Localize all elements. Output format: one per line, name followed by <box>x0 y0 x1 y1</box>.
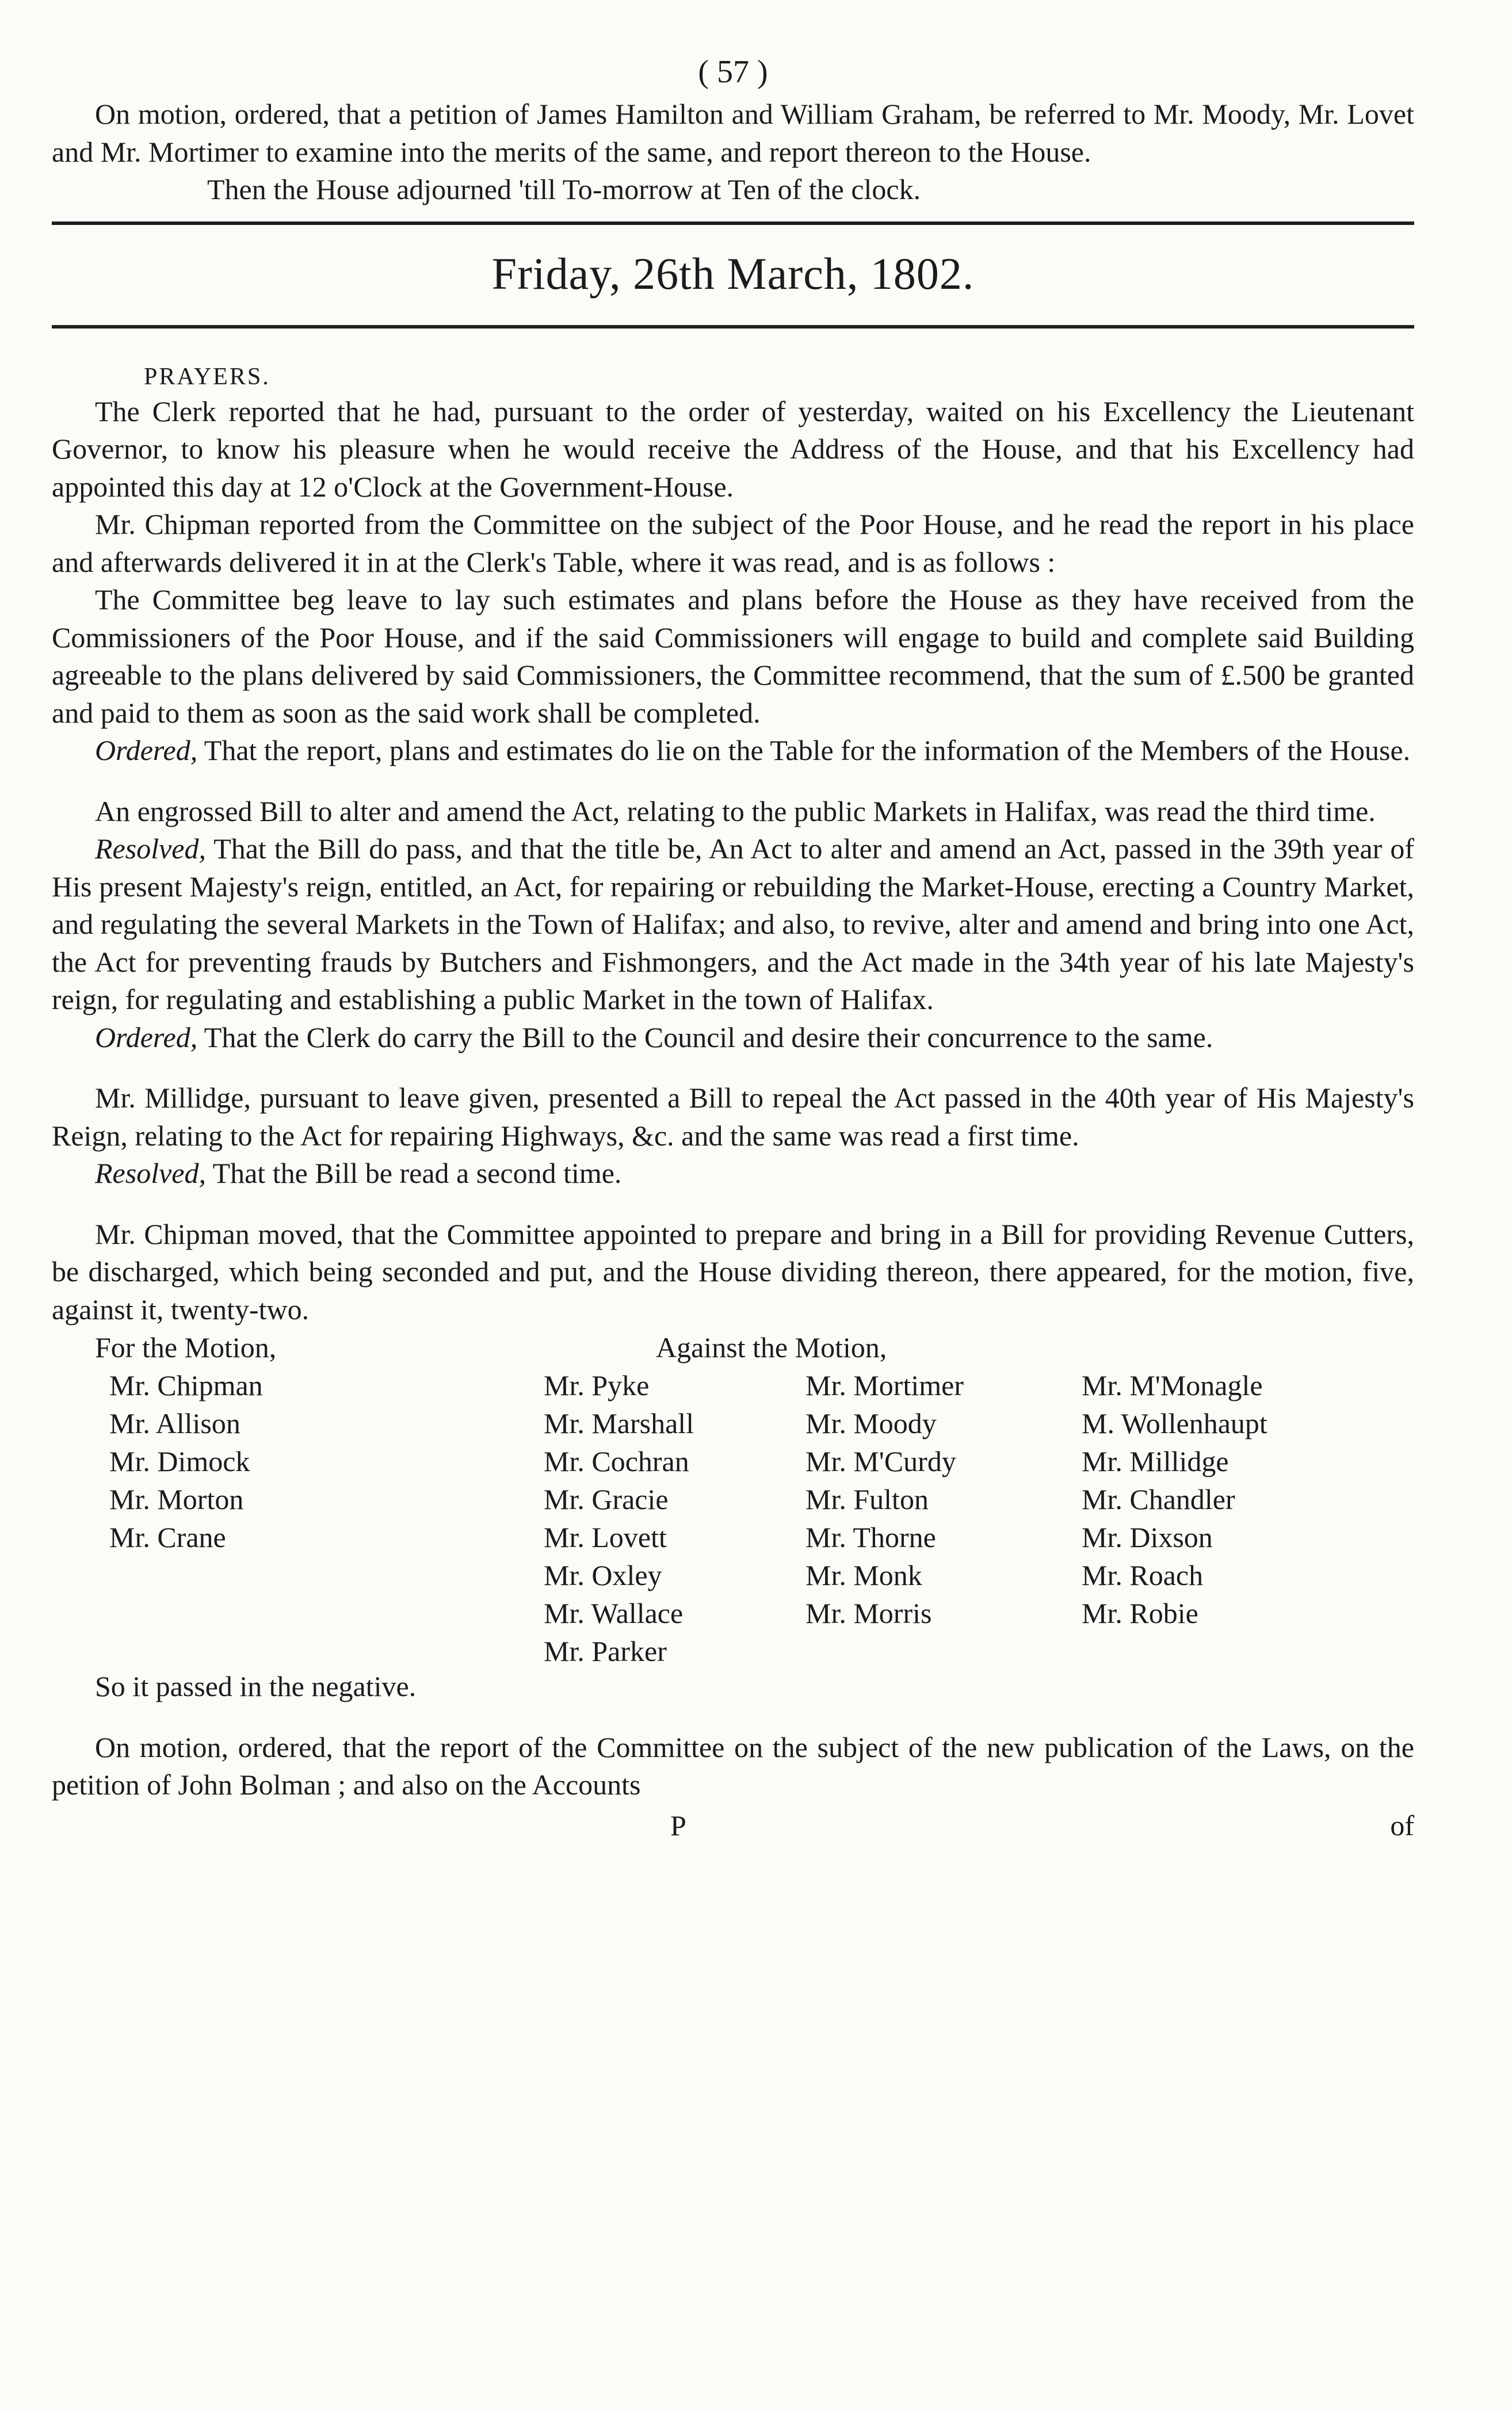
member-name: Mr. Lovett <box>544 1521 667 1553</box>
member-name: Mr. Monk <box>805 1559 922 1591</box>
markets-bill-paragraph: An engrossed Bill to alter and amend the Act, relating to the public Markets in Halifax, was read the third time. <box>95 795 1376 827</box>
member-name: Mr. Moody <box>805 1407 937 1439</box>
top-rule <box>52 221 1414 225</box>
member-name: Mr. Roach <box>1082 1559 1204 1591</box>
signature-mark: P <box>670 1809 686 1842</box>
against-column-1 <box>544 1366 694 1670</box>
against-column-3 <box>1082 1366 1267 1632</box>
member-name: Mr. Wallace <box>544 1597 684 1629</box>
resolved-second-paragraph <box>52 1155 1414 1193</box>
catchword: of <box>1390 1809 1414 1842</box>
member-name: Mr. Oxley <box>544 1559 662 1591</box>
date-rule <box>52 325 1414 329</box>
against-motion-heading: Against the Motion, <box>656 1331 887 1363</box>
for-motion-column <box>95 1328 276 1556</box>
member-name: Mr. Crane <box>109 1521 226 1553</box>
member-name: Mr. Morton <box>109 1483 244 1515</box>
member-name: Mr. Cochran <box>544 1445 689 1477</box>
ordered-clerk-paragraph <box>52 1019 1414 1057</box>
member-name: Mr. Parker <box>544 1635 667 1667</box>
chipman-report-paragraph: Mr. Chipman reported from the Committee on the subject of the Poor House, and he read the report in his place and afterwards delivered it in at the Clerk's Table, where it was read, and is as follows : <box>52 508 1414 578</box>
member-name: Mr. Chipman <box>109 1369 263 1401</box>
final-motion-paragraph: On motion, ordered, that the report of the Committee on the subject of the new publication of the Laws, on the petition of John Bolman ; and also on the Accounts <box>52 1731 1414 1801</box>
ordered-label: Ordered, <box>95 1021 198 1053</box>
committee-report-text: The Committee beg leave to lay such estimates and plans before the House as they have received from the Commissioners of the Poor House, and if the said Commissioners will engage to build and complete said Building agreeable to the plans delivered by said Commissioners, the Committee recommend, that the sum of £.500 be granted and paid to them as soon as the said work shall be completed. <box>52 583 1414 729</box>
member-name: Mr. Dixson <box>1082 1521 1213 1553</box>
ordered-label: Ordered, <box>95 734 198 766</box>
member-name: Mr. M'Curdy <box>805 1445 956 1477</box>
resolved-label: Resolved, <box>95 832 206 865</box>
member-name: Mr. Allison <box>109 1407 240 1439</box>
member-name: Mr. Millidge <box>1082 1445 1229 1477</box>
negative-result: So it passed in the negative. <box>95 1670 417 1702</box>
ordered-clerk-text: That the Clerk do carry the Bill to the Council and desire their concurrence to the same. <box>197 1021 1213 1053</box>
member-name: Mr. Robie <box>1082 1597 1198 1629</box>
member-name: Mr. Dimock <box>109 1445 250 1477</box>
ordered-report-text: That the report, plans and estimates do lie on the Table for the information of the Members of the House. <box>197 734 1411 766</box>
member-name: Mr. Fulton <box>805 1483 929 1515</box>
member-name: Mr. Mortimer <box>805 1369 964 1401</box>
division-list <box>52 1328 1414 1668</box>
member-name: Mr. M'Monagle <box>1082 1369 1263 1401</box>
against-column-2 <box>805 1366 964 1632</box>
member-name: Mr. Thorne <box>805 1521 936 1553</box>
millidge-bill-paragraph: Mr. Millidge, pursuant to leave given, presented a Bill to repeal the Act passed in the 40th year of His Majesty's Reign, relating to the Act for repairing Highways, &c. and the same was read a first time. <box>52 1082 1414 1152</box>
member-name: Mr. Marshall <box>544 1407 694 1439</box>
prayers-heading: PRAYERS. <box>144 363 270 390</box>
date-heading: Friday, 26th March, 1802. <box>491 248 975 299</box>
ordered-report-paragraph <box>52 732 1414 770</box>
member-name: M. Wollenhaupt <box>1082 1407 1267 1439</box>
petition-motion-paragraph: On motion, ordered, that a petition of James Hamilton and William Graham, be referred to Mr. Moody, Mr. Lovet and Mr. Mortimer to examine into the merits of the same, and report thereon to the House. <box>52 98 1414 168</box>
for-motion-heading: For the Motion, <box>95 1331 277 1363</box>
page-number: ( 57 ) <box>698 54 768 90</box>
resolved-second-text: That the Bill be read a second time. <box>205 1157 622 1189</box>
member-name: Mr. Morris <box>805 1597 932 1629</box>
member-name: Mr. Gracie <box>544 1483 669 1515</box>
adjournment-line: Then the House adjourned 'till To-morrow at Ten of the clock. <box>207 173 921 205</box>
resolved-markets-text: That the Bill do pass, and that the title be, An Act to alter and amend an Act, passed in the 39th year of His present Majesty's reign, entitled, an Act, for repairing or rebuilding the Market-House, erecting a Country Market, and regulating the several Markets in the Town of Halifax; and also, to revive, alter and amend and bring into one Act, the Act for preventing frauds by Butchers and Fishmongers, and the Act made in the 34th year of his late Majesty's reign, for regulating and establishing a public Market in the town of Halifax. <box>52 832 1414 1015</box>
member-name: Mr. Chandler <box>1082 1483 1235 1515</box>
clerk-report-paragraph: The Clerk reported that he had, pursuant to the order of yesterday, waited on his Excellency the Lieutenant Governor, to know his pleasure when he would receive the Address of the House, and that his Excellency had appointed this day at 12 o'Clock at the Government-House. <box>52 395 1414 503</box>
page-footer <box>52 1806 1414 1847</box>
member-name: Mr. Pyke <box>544 1369 650 1401</box>
chipman-motion-paragraph: Mr. Chipman moved, that the Committee appointed to prepare and bring in a Bill for providing Revenue Cutters, be discharged, which being seconded and put, and the House dividing thereon, there appeared, for the motion, five, against it, twenty-two. <box>52 1217 1414 1326</box>
resolved-label: Resolved, <box>95 1157 206 1189</box>
resolved-markets-paragraph <box>52 830 1414 1019</box>
